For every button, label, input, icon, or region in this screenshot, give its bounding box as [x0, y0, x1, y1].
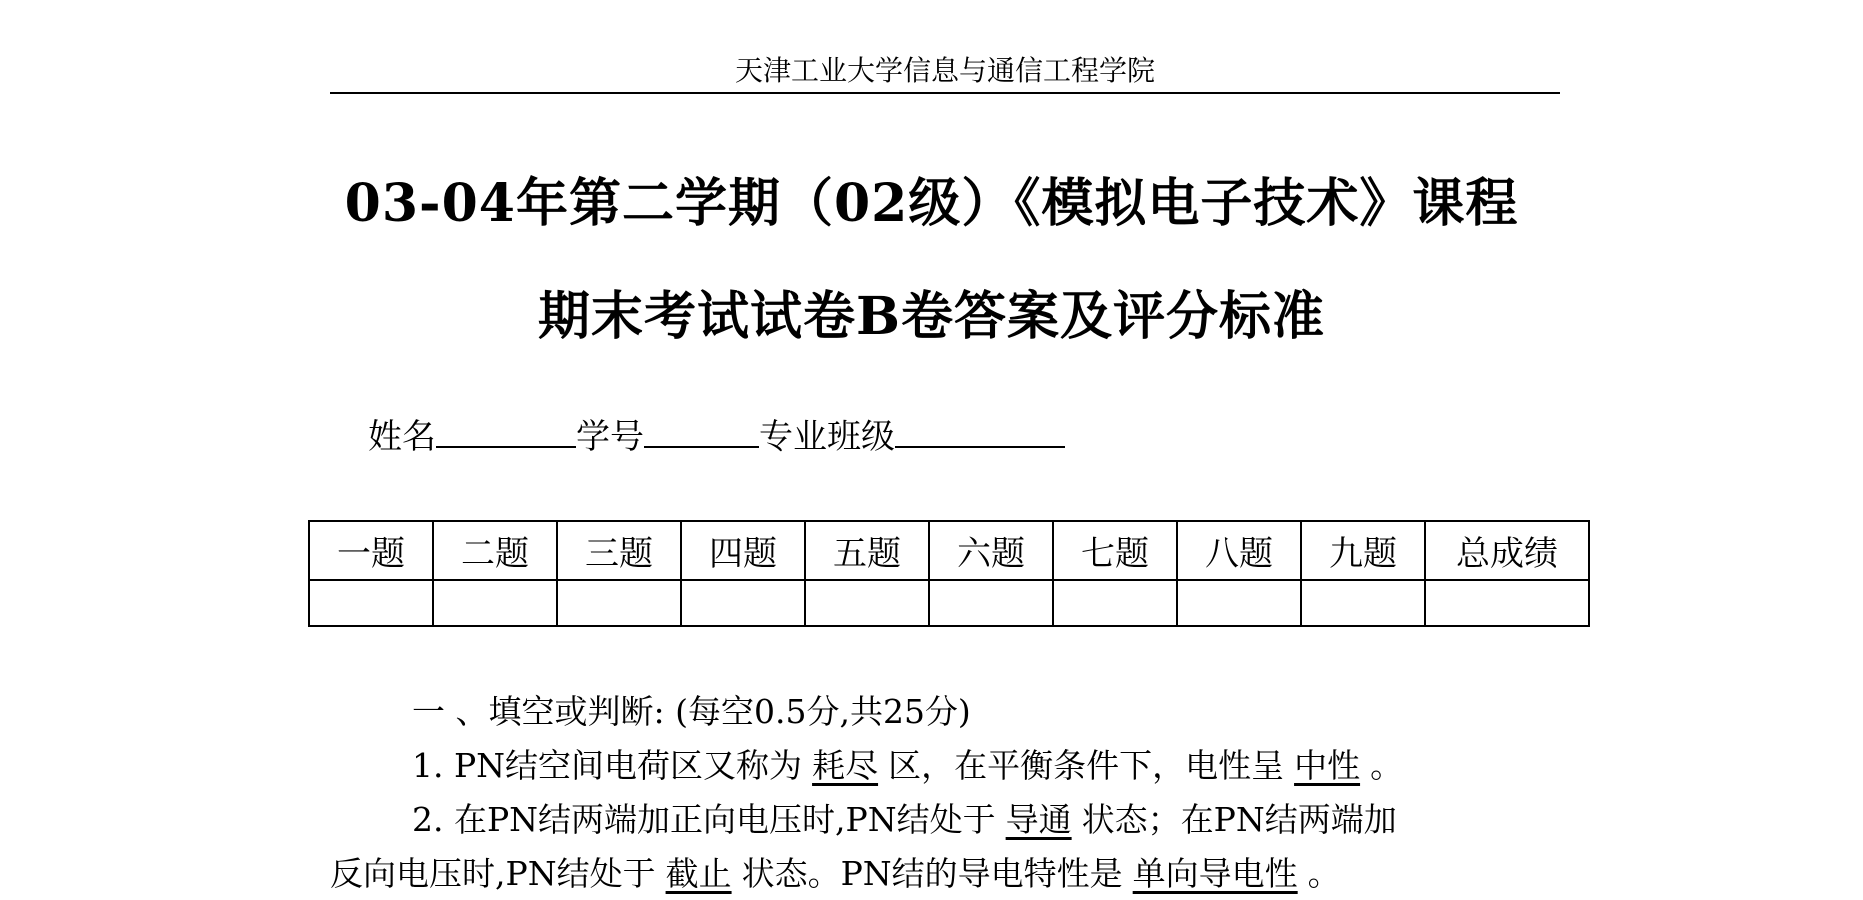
score-cell[interactable]	[1301, 580, 1425, 626]
score-header-cell: 六题	[929, 521, 1053, 580]
name-label: 姓名	[368, 417, 436, 457]
q2-text: 2. 在PN结两端加正向电压时,PN结处于	[412, 800, 996, 839]
question-2-line2	[330, 852, 1341, 896]
class-label: 专业班级	[759, 417, 895, 457]
q1-answer-1: 耗尽	[812, 746, 879, 785]
score-cell[interactable]	[805, 580, 929, 626]
score-cell[interactable]	[1053, 580, 1177, 626]
score-header-row	[309, 521, 1589, 580]
q1-text: 1. PN结空间电荷区又称为	[412, 746, 803, 785]
question-2-line1	[412, 798, 1397, 842]
q2-text: 反向电压时,PN结处于	[330, 854, 656, 893]
score-value-row	[309, 580, 1589, 626]
header-rule	[330, 92, 1560, 94]
score-cell[interactable]	[309, 580, 433, 626]
score-header-cell: 一题	[309, 521, 433, 580]
score-cell[interactable]	[433, 580, 557, 626]
student-info-row	[368, 412, 1065, 459]
score-cell[interactable]	[929, 580, 1053, 626]
score-header-cell: 总成绩	[1425, 521, 1589, 580]
score-cell[interactable]	[557, 580, 681, 626]
q2-text: 状态；在PN结两端加	[1081, 800, 1397, 839]
score-header-cell: 七题	[1053, 521, 1177, 580]
exam-title-line1: 03-04年第二学期（02级）《模拟电子技术》课程	[344, 173, 1519, 234]
q1-answer-2: 中性	[1294, 746, 1361, 785]
section1-heading: 一 、填空或判断: (每空0.5分,共25分)	[412, 692, 971, 731]
score-header-cell: 二题	[433, 521, 557, 580]
q2-text: 状态。PN结的导电特性是	[741, 854, 1123, 893]
score-table	[308, 520, 1590, 627]
score-cell[interactable]	[1425, 580, 1589, 626]
class-blank[interactable]	[895, 412, 1065, 448]
id-label: 学号	[576, 417, 644, 457]
id-blank[interactable]	[644, 412, 759, 448]
q2-answer-3: 单向导电性	[1132, 854, 1298, 893]
score-cell[interactable]	[1177, 580, 1301, 626]
score-header-cell: 三题	[557, 521, 681, 580]
exam-title-line2: 期末考试试卷B卷答案及评分标准	[538, 286, 1325, 347]
score-cell[interactable]	[681, 580, 805, 626]
score-header-cell: 九题	[1301, 521, 1425, 580]
q2-answer-1: 导通	[1005, 800, 1072, 839]
q2-text: 。	[1307, 854, 1341, 893]
name-blank[interactable]	[436, 412, 576, 448]
score-header-cell: 五题	[805, 521, 929, 580]
q1-text: 。	[1370, 746, 1404, 785]
score-header-cell: 四题	[681, 521, 805, 580]
score-header-cell: 八题	[1177, 521, 1301, 580]
question-1	[412, 744, 1403, 788]
school-header: 天津工业大学信息与通信工程学院	[734, 54, 1155, 87]
q1-text: 区，在平衡条件下，电性呈	[888, 746, 1285, 785]
q2-answer-2: 截止	[665, 854, 732, 893]
